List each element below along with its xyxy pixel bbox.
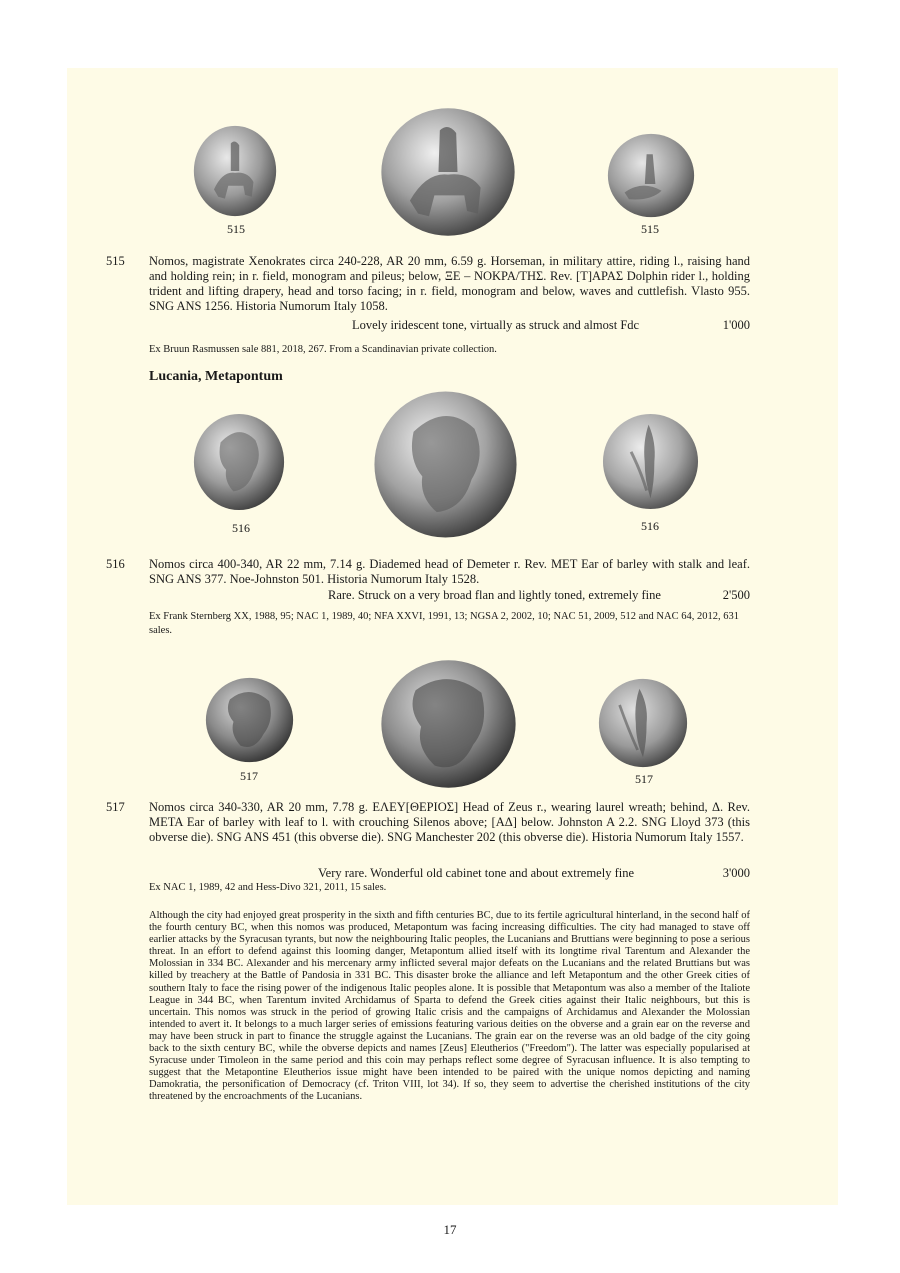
lot-number-515: 515 [106,254,125,268]
lot-estimate-515: 1'000 [722,318,750,332]
coin-517-obverse-large[interactable] [380,659,517,789]
lot-description-516: Nomos circa 400-340, AR 22 mm, 7.14 g. Diademed head of Demeter r. Rev. ΜΕΤ Ear of barley with stalk and leaf. SNG ANS 377. Noe-Johnston 501. Historia Numorum Italy 1528. [149,557,750,586]
historical-note: Although the city had enjoyed great prosperity in the sixth and fifth centuries BC, due to its fertile agricultural hinterland, in the second half of the fourth century BC, when this nomos was produced, Metapontum was facing increasing difficulties. The city had managed to stave off earlier attacks by the Syracusan tyrants, but now the neighbouring Italic peoples, the Lucanians and Bruttians were beginning to pose a serious threat. In an effort to defend against this looming danger, Metapontum allied itself with its longtime rival Tarentum and Alexander the Molossian in 334 BC. Alexander and his mercenary army inflicted several major defeats on the Lucanians and the related Bruttians but was killed by treachery at the Battle of Pandosia in 331 BC. This disaster broke the alliance and left Metapontum and the other Greek cities of southern Italy to face the rising power of the indigenous Italic peoples alone. It is possible that Metapontum was also a member of the Italiote League in 344 BC, when Tarentum invited Archidamus of Sparta to defend the Greek cities against their Italic neighbours, but this is uncertain. This nomos was struck in the period of growing Italic crisis and the campaigns of Archidamus and Alexander the Molossian intended to avert it. It belongs to a much larger series of emissions featuring various deities on the obverse and a grain ear on the reverse and may have been struck in part to finance the struggle against the Lucanians. The grain ear on the reverse was an old badge of the city going back to the sixth century BC, while the obverse depicts and names [Zeus] Eleutherios ("Freedom"). The latter was especially popularised at Syracuse under Timoleon in the same period and this coin may perhaps reflect some degree of Syracusan influence. It is also tempting to suggest that the Metapontine Eleutherios issue might have been intended to be paired with the unique nomos depicting and naming Damokratia, the personification of Democracy (cf. Triton VIII, lot 34). If so, they seem to advertise the cherished institutions of the city threatened by the encroachments of the Lucanians. [149,910,750,1103]
lot-provenance-516: Ex Frank Sternberg XX, 1988, 95; NAC 1, 1989, 40; NFA XXVI, 1991, 13; NGSA 2, 2002, 10; NAC 51, 2009, 512 and NAC 64, 2012, 631 sales. [149,611,739,636]
lot-condition-516: Rare. Struck on a very broad flan and lightly toned, extremely fine [328,588,661,602]
coin-515-label-right: 515 [641,222,659,236]
lot-provenance-515: Ex Bruun Rasmussen sale 881, 2018, 267. From a Scandinavian private collection. [149,344,497,355]
lot-provenance-517: Ex NAC 1, 1989, 42 and Hess-Divo 321, 2011, 15 sales. [149,882,387,893]
coin-515-obverse-small[interactable] [193,125,277,217]
lot-description-515: Nomos, magistrate Xenokrates circa 240-228, AR 20 mm, 6.59 g. Horseman, in military attire, riding l., raising hand and holding rein; in r. field, monogram and pileus; below, ΞΕ – ΝΟΚΡΑ/ΤΗΣ. Rev. [Τ]ΑΡΑΣ Dolphin rider l., holding trident and lifting drapery, head and torso facing; in r. field, monogram and below, waves and cuttlefish. Vlasto 955. SNG ANS 1256. Historia Numorum Italy 1058. [149,254,751,313]
section-title: Lucania, Metapontum [149,369,283,384]
coin-517-label-right: 517 [635,772,653,786]
coin-516-obverse-small[interactable] [193,413,285,511]
coin-515-reverse[interactable] [607,133,695,218]
coin-516-reverse[interactable] [602,413,699,510]
lot-condition-515: Lovely iridescent tone, virtually as struck and almost Fdc [352,318,640,332]
coin-517-obverse-small[interactable] [205,677,294,763]
coin-516-label-right: 516 [641,519,659,533]
lot-number-517: 517 [106,800,125,814]
lot-description-517: Nomos circa 340-330, AR 20 mm, 7.78 g. ΕΛΕΥ[ΘΕΡΙΟΣ] Head of Zeus r., wearing laurel wreath; behind, Δ. Rev. ΜΕΤΑ Ear of barley with leaf to l. with crouching Silenos above; [ΑΔ] below. Johnston A 2.2. SNG Lloyd 373 (this obverse die). SNG ANS 451 (this obverse die). SNG Manchester 202 (this obverse die). Historia Numorum Italy 1557. [149,800,750,844]
lot-estimate-516: 2'500 [722,588,750,602]
coin-516-label-left: 516 [232,521,250,535]
coin-515-obverse-large[interactable] [380,107,516,237]
page-number: 17 [443,1222,457,1237]
lot-estimate-517: 3'000 [722,866,750,880]
lot-number-516: 516 [106,557,125,571]
coin-517-reverse[interactable] [598,678,688,768]
coin-516-obverse-large[interactable] [373,390,518,539]
lot-condition-517: Very rare. Wonderful old cabinet tone and about extremely fine [318,866,635,880]
coin-517-label-left: 517 [240,769,258,783]
coin-515-label-left: 515 [227,222,245,236]
